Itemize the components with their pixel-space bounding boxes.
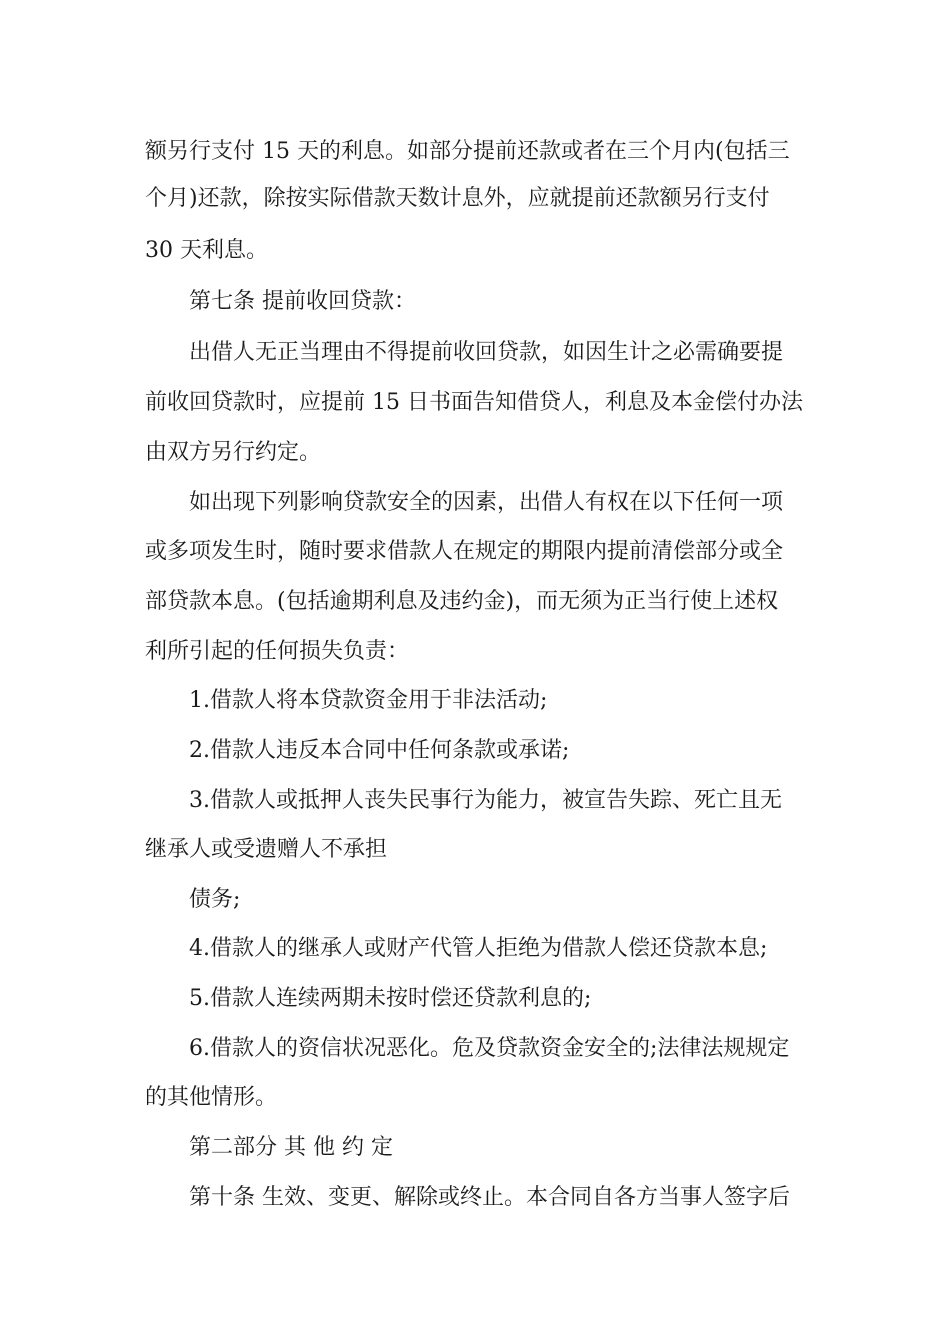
part-2-heading: 第二部分 其 他 约 定 [189, 1135, 393, 1160]
list-item-1: 1.借款人将本贷款资金用于非法活动; [189, 688, 548, 713]
list-item-2: 2.借款人违反本合同中任何条款或承诺; [189, 738, 570, 763]
text-line-1: 额另行支付 15 天的利息。如部分提前还款或者在三个月内(包括三 [145, 139, 790, 164]
list-item-6-cont: 的其他情形。 [145, 1085, 278, 1110]
article-10-heading: 第十条 生效、变更、解除或终止。本合同自各方当事人签字后 [189, 1185, 790, 1210]
text-line-10: 部贷款本息。(包括逾期利息及违约金)，而无须为正当行使上述权 [145, 589, 779, 614]
list-item-3: 3.借款人或抵押人丧失民事行为能力，被宣告失踪、死亡且无 [189, 788, 782, 813]
text-line-11: 利所引起的任何损失负责： [145, 639, 410, 664]
text-line-3: 30 天利息。 [145, 238, 268, 263]
text-line-9: 或多项发生时，随时要求借款人在规定的期限内提前清偿部分或全 [145, 539, 784, 564]
text-line-8: 如出现下列影响贷款安全的因素，出借人有权在以下任何一项 [189, 490, 784, 515]
text-line-6: 前收回贷款时，应提前 15 日书面告知借贷人，利息及本金偿付办法 [145, 390, 803, 415]
text-line-7: 由双方另行约定。 [145, 440, 322, 465]
list-item-6: 6.借款人的资信状况恶化。危及贷款资金安全的;法律法规规定 [189, 1036, 790, 1061]
text-line-5: 出借人无正当理由不得提前收回贷款，如因生计之必需确要提 [189, 340, 784, 365]
article-7-heading: 第七条 提前收回贷款： [189, 289, 416, 314]
list-item-3-cont: 继承人或受遗赠人不承担 [145, 837, 388, 862]
list-item-3-cont-2: 债务; [189, 887, 241, 912]
list-item-5: 5.借款人连续两期未按时偿还贷款利息的; [189, 986, 592, 1011]
text-line-2: 个月)还款，除按实际借款天数计息外，应就提前还款额另行支付 [145, 186, 770, 211]
list-item-4: 4.借款人的继承人或财产代管人拒绝为借款人偿还贷款本息; [189, 936, 768, 961]
